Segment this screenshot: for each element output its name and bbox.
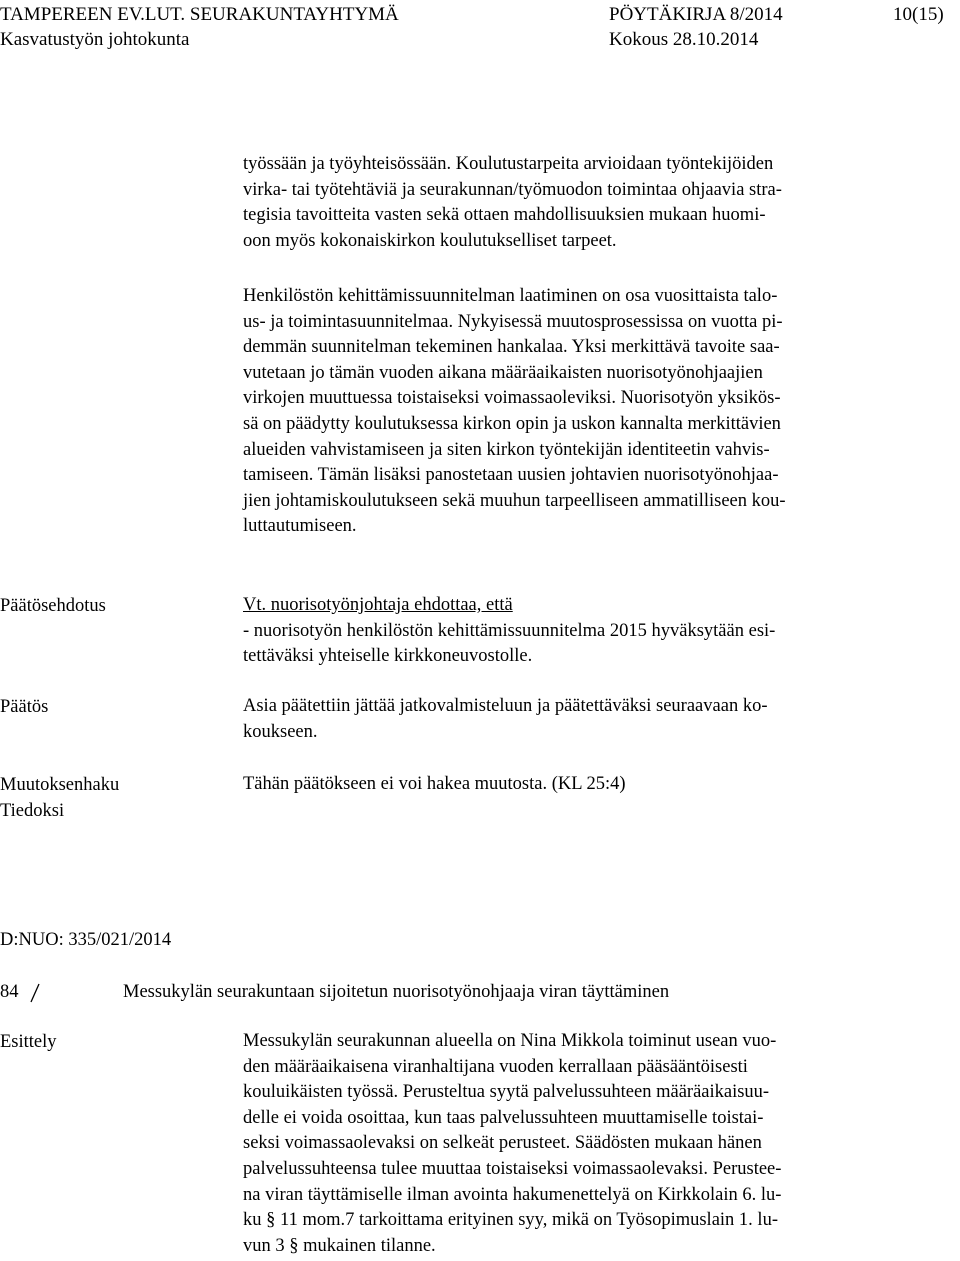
section-mark-icon: [30, 983, 40, 1003]
header-page-number: 10(15): [893, 4, 944, 25]
header-meeting: Kokous 28.10.2014: [609, 29, 759, 50]
header-org: TAMPEREEN EV.LUT. SEURAKUNTAYHTYMÄ: [0, 4, 399, 25]
decision-line: koukseen.: [243, 721, 318, 742]
plan-paragraph: [243, 284, 943, 540]
intro-line: oon myös kokonaiskirkon koulutukselliset tarpeet.: [243, 230, 617, 251]
plan-line: vutetaan jo tämän vuoden aikana määräaikaisten nuorisotyönohjaajien: [243, 362, 763, 383]
esittely-line: na viran täyttämiselle ilman avointa hakumenettelyä on Kirkkolain 6. lu-: [243, 1184, 782, 1205]
intro-line: virka- tai työtehtäviä ja seurakunnan/työmuodon toimintaa ohjaavia stra-: [243, 179, 782, 200]
intro-line: tegisia tavoitteita vasten sekä ottaen mahdollisuuksien mukaan huomi-: [243, 205, 766, 226]
plan-line: sä on päädytty koulutuksessa kirkon opin ja uskon kannalta merkittävien: [243, 413, 781, 434]
proposal-label: Päätösehdotus: [0, 596, 106, 616]
header-committee: Kasvatustyön johtokunta: [0, 29, 190, 50]
proposal-heading: Vt. nuorisotyönjohtaja ehdottaa, että: [243, 595, 513, 615]
appeal-text: Tähän päätökseen ei voi hakea muutosta. (KL 25:4): [243, 774, 626, 794]
decision-block: [243, 694, 943, 745]
esittely-line: Messukylän seurakunnan alueella on Nina Mikkola toiminut usean vuo-: [243, 1031, 777, 1051]
plan-line: virkojen muuttuessa toistaiseksi voimassaoleviksi. Nuorisotyön yksikös-: [243, 388, 781, 409]
appeal-label: Muutoksenhaku: [0, 775, 120, 795]
esittely-line: vun 3 § mukainen tilanne.: [243, 1235, 436, 1256]
plan-line: alueiden vahvistamiseen ja siten kirkon työntekijän identiteetin vahvis-: [243, 439, 770, 460]
esittely-block: [243, 1029, 943, 1259]
intro-line: työssään ja työyhteisössään. Koulutustarpeita arvioidaan työntekijöiden: [243, 154, 774, 174]
esittely-line: kouluikäisten työssä. Perusteltua syytä palvelussuhteen määräaikaisuu-: [243, 1082, 770, 1103]
esittely-line: den määräaikaisena viranhaltijana vuoden kerrallaan pääsääntöisesti: [243, 1056, 748, 1077]
header-doc-type: PÖYTÄKIRJA 8/2014: [609, 4, 783, 25]
plan-line: demmän suunnitelman tekeminen hankalaa. Yksi merkittävä tavoite saa-: [243, 337, 780, 358]
esittely-label: Esittely: [0, 1032, 57, 1052]
plan-line: jien johtamiskoulutukseen sekä muuhun tarpeelliseen ammatilliseen kou-: [243, 490, 786, 511]
esittely-line: palvelussuhteensa tulee muuttaa toistaiseksi voimassaolevaksi. Perustee-: [243, 1158, 782, 1179]
decision-label: Päätös: [0, 697, 49, 717]
plan-line: Henkilöstön kehittämissuunnitelman laatiminen on osa vuosittaista talo-: [243, 286, 778, 306]
case-title: Messukylän seurakuntaan sijoitetun nuorisotyönohjaaja viran täyttäminen: [123, 982, 670, 1002]
proposal-block: [243, 593, 943, 670]
esittely-line: ku § 11 mom.7 tarkoittama erityinen syy, mikä on Työsopimuslain 1. lu-: [243, 1210, 778, 1231]
esittely-line: delle ei voida osoittaa, kun taas palvelussuhteen muuttamiselle toistai-: [243, 1107, 764, 1128]
intro-paragraph: [243, 152, 943, 254]
appeal-block: [243, 772, 943, 798]
plan-line: tamiseen. Tämän lisäksi panostetaan uusien johtavien nuorisotyönohjaa-: [243, 465, 779, 486]
case-number: 84: [0, 982, 19, 1002]
decision-line: Asia päätettiin jättää jatkovalmisteluun ja päätettäväksi seuraavaan ko-: [243, 696, 768, 716]
proposal-line: tettäväksi yhteiselle kirkkoneuvostolle.: [243, 646, 533, 667]
esittely-line: seksi voimassaolevaksi on selkeät perusteet. Säädösten mukaan hänen: [243, 1133, 762, 1154]
notify-label: Tiedoksi: [0, 801, 65, 821]
case-reference: D:NUO: 335/021/2014: [0, 930, 172, 950]
proposal-line: - nuorisotyön henkilöstön kehittämissuunnitelma 2015 hyväksytään esi-: [243, 620, 776, 641]
plan-line: luttautumiseen.: [243, 516, 357, 537]
plan-line: us- ja toimintasuunnitelmaa. Nykyisessä muutosprosessissa on vuotta pi-: [243, 311, 783, 332]
